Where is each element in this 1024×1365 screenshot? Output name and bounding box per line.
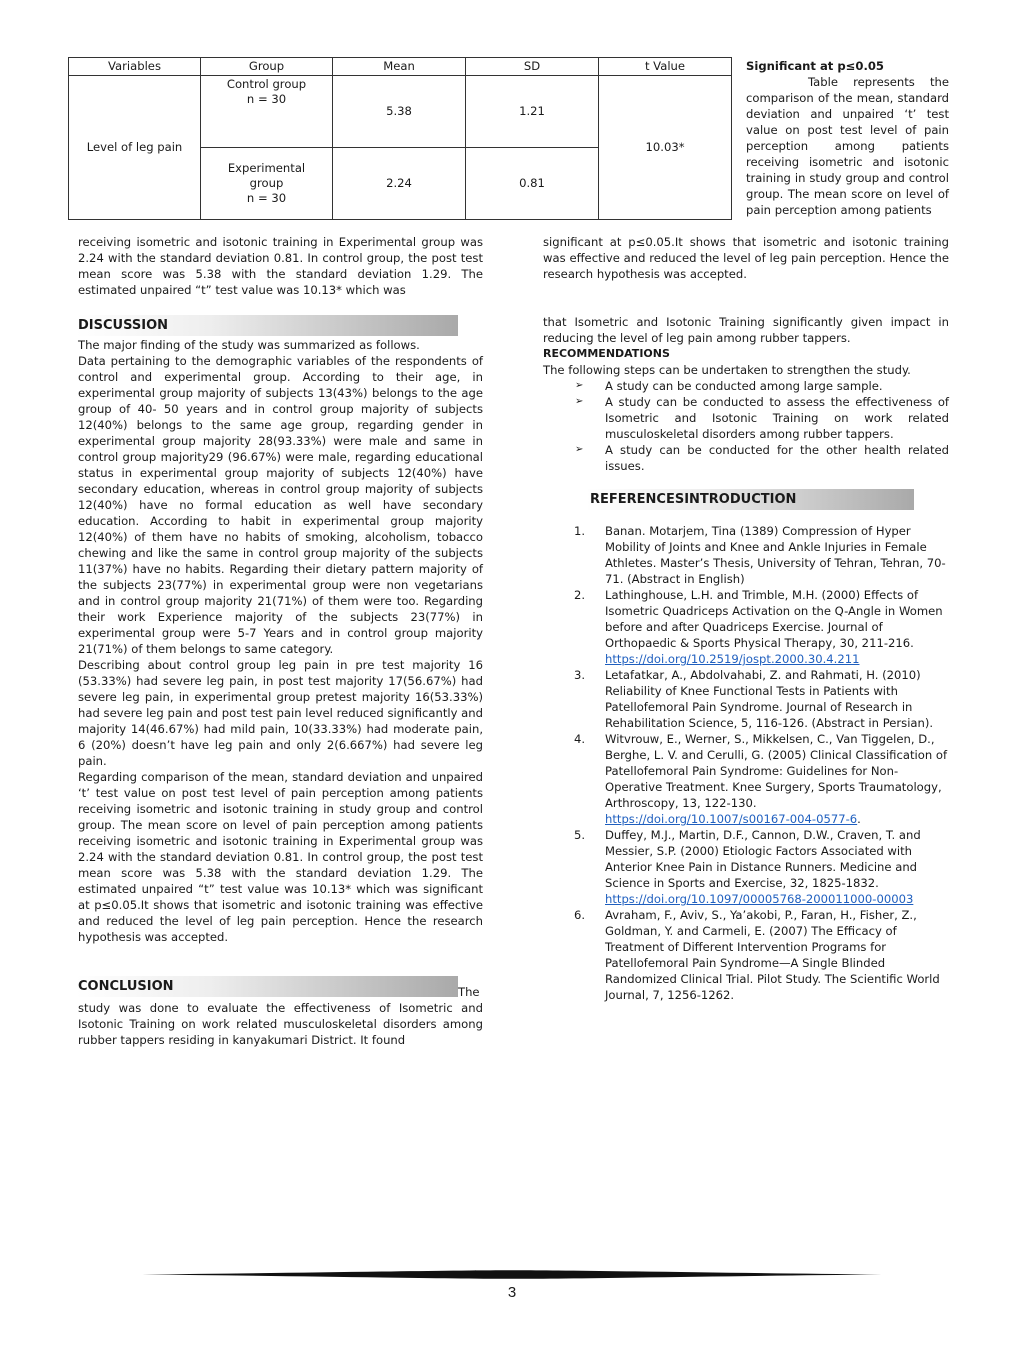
reference-text: Banan. Motarjem, Tina (1389) Compression of Hyper Mobility of Joints and Knee and Ankle Injuries in Female Athletes. Master’s Thesis, University of Tehran, Tehran, 70-71. (Abstract in English) (605, 524, 946, 586)
list-item (543, 667, 949, 731)
variable-cell: Level of leg pain (69, 76, 201, 220)
t-value-cell: 10.03* (599, 76, 732, 220)
reference-doi-link[interactable]: https://doi.org/10.1097/00005768-200011000-00003 (605, 892, 914, 906)
reference-number: 5. (574, 828, 586, 842)
recommendations-list (543, 378, 949, 474)
group-label: group (249, 176, 284, 190)
table-description: Table represents the comparison of the mean, standard deviation and unpaired ‘t’ test value on post test level of pain perception among patients receiving isometric and isotonic training in study group and control group. The mean score on level of pain perception among patients (746, 75, 949, 217)
conclusion-lead-word: The (458, 985, 480, 999)
group-cell (201, 76, 333, 148)
group-label: Experimental (227, 161, 306, 175)
group-size: n = 30 (246, 191, 287, 205)
right-column-top-paragraph: significant at p≤0.05.It shows that isometric and isotonic training was effective and reduced the level of leg pain perception. Hence the research hypothesis was accepted. (543, 235, 949, 281)
recommendations-intro: The following steps can be undertaken to strengthen the study. (543, 363, 911, 377)
reference-number: 3. (574, 668, 586, 682)
reference-text: Duffey, M.J., Martin, D.F., Cannon, D.W., Craven, T. and Messier, S.P. (2000) Etiologic Factors Associated with Anterior Knee Pain in Distance Runners. Medicine and Science in Sports and Exercise, 32, 1825-1832. (605, 828, 921, 890)
list-item (543, 523, 949, 587)
references-list (543, 523, 949, 1003)
sd-cell: 1.21 (466, 76, 599, 148)
reference-number: 6. (574, 908, 586, 922)
reference-number: 2. (574, 588, 586, 602)
conclusion-heading: CONCLUSION (76, 976, 458, 997)
arrow-bullet-icon: ➢ (575, 396, 584, 407)
list-item (543, 442, 949, 474)
list-item (543, 394, 949, 442)
reference-text: Lathinghouse, L.H. and Trimble, M.H. (2000) Effects of Isometric Quadriceps Activation on the Q-Angle in Women before and after Quadriceps Exercise. Journal of Orthopaedic & Sports Physical Therapy, 30, 211-216. (605, 588, 943, 650)
table-header-cell: SD (466, 58, 599, 76)
conclusion-body: study was done to evaluate the effectiveness of Isometric and Isotonic Training on work related musculoskeletal disorders among rubber tappers residing in kanyakumari District. It found (78, 1001, 483, 1047)
conclusion-continued: that Isometric and Isotonic Training significantly given impact in reducing the level of leg pain among rubber tappers. (543, 315, 949, 345)
reference-text: Witvrouw, E., Werner, S., Mikkelsen, C., Van Tiggelen, D., Berghe, L. V. and Cerulli, G. (2005) Clinical Classification of Patellofemoral Pain Syndrome: Guidelines for Non-Operative Treatment. Knee Surgery, Sports Traumatology, Arthroscopy, 13, 122-130. (605, 732, 948, 810)
reference-text: Letafatkar, A., Abdolvahabi, Z. and Rahmati, H. (2010) Reliability of Knee Functional Tests in Patients with Patellofemoral Pain Syndrome. Journal of Research in Rehabilitation Science, 5, 116-126. (Abstract in Persian). (605, 668, 934, 730)
table-row (69, 76, 732, 148)
results-table (68, 57, 732, 220)
significance-note: Significant at p≤0.05 (746, 59, 884, 73)
discussion-paragraph: Describing about control group leg pain in pre test majority 16 (53.33%) had severe leg pain, in post test majority 17(56.67%) had severe leg pain, in experimental group pretest majority 16(53.33%) had severe leg pain and post test pain level reduced significantly and majority 14(46.67%) had mild pain, 10(33.33%) had moderate pain, 6 (20%) doesn’t have leg pain and only 2(6.667%) had severe leg pain. (78, 658, 483, 768)
recommendations-heading: RECOMMENDATIONS (543, 347, 670, 360)
recommendation-text: A study can be conducted to assess the effectiveness of Isometric and Isotonic Training on work related musculoskeletal disorders among rubber tappers. (605, 395, 949, 441)
reference-text: Avraham, F., Aviv, S., Ya’akobi, P., Faran, H., Fisher, Z., Goldman, Y. and Carmeli, E. (2007) The Efficacy of Treatment of Different Intervention Programs for Patellofemoral Pain Syndrome—A Single Blinded Randomized Clinical Trial. Pilot Study. The Scientific World Journal, 7, 1256-1262. (605, 908, 940, 1002)
sd-cell: 0.81 (466, 148, 599, 220)
group-cell (201, 148, 333, 220)
table-header-cell: Variables (69, 58, 201, 76)
discussion-body (78, 337, 483, 945)
arrow-bullet-icon: ➢ (575, 380, 584, 391)
arrow-bullet-icon: ➢ (575, 444, 584, 455)
discussion-heading: DISCUSSION (76, 315, 458, 336)
references-heading: REFERENCESINTRODUCTION (586, 489, 914, 510)
table-header-row (69, 58, 732, 76)
left-column-top-paragraph: receiving isometric and isotonic training in Experimental group was 2.24 with the standard deviation 0.81. In control group, the post test mean score was 5.38 with the standard deviation 1.29. The estimated unpaired “t” test value was 10.13* which was (78, 235, 483, 297)
table-header-cell: t Value (599, 58, 732, 76)
mean-cell: 2.24 (333, 148, 466, 220)
reference-doi-link[interactable]: https://doi.org/10.1007/s00167-004-0577-6 (605, 812, 858, 826)
list-item (543, 827, 949, 907)
discussion-paragraph: The major finding of the study was summarized as follows. (78, 338, 420, 352)
discussion-paragraph: Regarding comparison of the mean, standard deviation and unpaired ‘t’ test value on post test level of pain perception among patients receiving isometric and isotonic training in study group and control group. The mean score on level of pain perception among patients receiving isometric and isotonic training in Experimental group was 2.24 with the standard deviation 0.81. In control group, the post test mean score was 5.38 with the standard deviation 1.29. The estimated unpaired “t” test value was 10.13* which was significant at p≤0.05.It shows that isometric and isotonic training was effective and reduced the level of leg pain perception. Hence the research hypothesis was accepted. (78, 770, 483, 944)
list-item (543, 587, 949, 667)
list-item (543, 907, 949, 1003)
recommendation-text: A study can be conducted among large sample. (605, 379, 883, 393)
table-side-note (746, 58, 949, 218)
list-item (543, 378, 949, 394)
group-size: n = 30 (246, 92, 287, 106)
discussion-paragraph: Data pertaining to the demographic variables of the respondents of control and experimental group. According to their age, in experimental group majority of subjects 13(43%) belongs to the age group of 40- 50 years and in control group majority of subjects 12(40%) belongs to the same age group, regarding gender in experimental group majority 28(93.33%) were male and same in control group majority29 (96.67%) were male, regarding educational status in experimental group majority of subjects 12(40%) have secondary education, whereas in control group majority of subjects 12(40%) have no formal education as well have secondary education. According to habit in experimental group majority 12(40%) of them have no habits of smoking, alcoholism, tobacco chewing and like the same in control group majority of the subjects 11(37%) have no habits. Regarding their dietary pattern majority of the subjects 23(77%) in experimental group were non vegetarians and in control group majority 21(71%) of them were too. Regarding their work Experience majority of the subjects 23(77%) in experimental group were 5-7 Years and in control group majority 21(71%) of them belongs to same category. (78, 354, 483, 656)
list-item (543, 731, 949, 827)
reference-number: 4. (574, 732, 586, 746)
table-header-cell: Mean (333, 58, 466, 76)
recommendation-text: A study can be conducted for the other health related issues. (605, 443, 949, 473)
reference-tail: . (857, 812, 861, 826)
reference-doi-link[interactable]: https://doi.org/10.2519/jospt.2000.30.4.211 (605, 652, 860, 666)
footer-rule (142, 1270, 882, 1279)
group-label: Control group (226, 77, 307, 91)
mean-cell: 5.38 (333, 76, 466, 148)
page-number: 3 (507, 1284, 517, 1301)
reference-number: 1. (574, 524, 586, 538)
table-header-cell: Group (201, 58, 333, 76)
